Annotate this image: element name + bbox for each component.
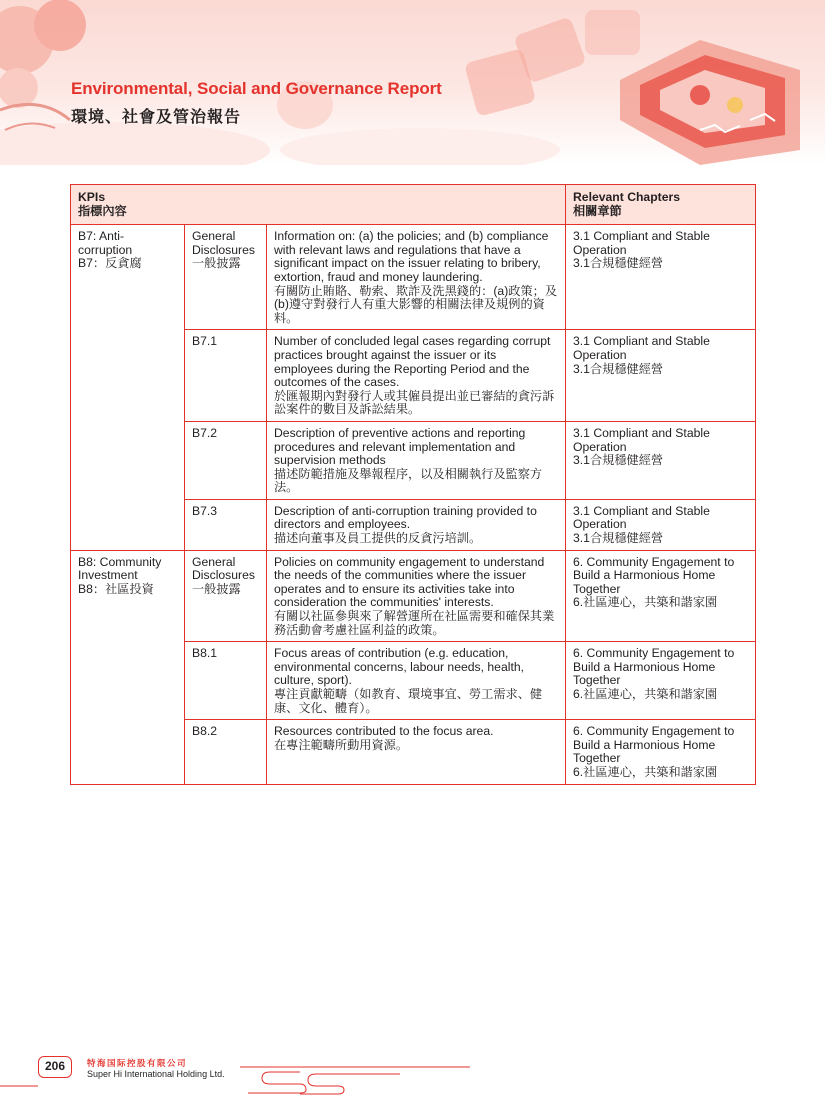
kpi-code-cell xyxy=(185,421,267,499)
kpi-description-zh: 有關以社區參與來了解營運所在社區需要和確保其業務活動會考慮社區利益的政策。 xyxy=(274,609,555,637)
aspect-cell-b7 xyxy=(71,225,185,550)
kpi-table xyxy=(70,184,756,785)
kpi-description-zh: 描述防範措施及舉報程序，以及相關執行及監察方法。 xyxy=(274,466,543,495)
chapter-en: 6. Community Engagement to Build a Harmonious Home Together xyxy=(573,554,735,596)
kpi-code-zh: 一般披露 xyxy=(192,256,241,271)
chapter-en: 6. Community Engagement to Build a Harmonious Home Together xyxy=(573,646,735,688)
kpi-code: B7.1 xyxy=(192,334,218,349)
aspect-cell-b8 xyxy=(71,550,185,784)
kpi-description-zh: 在專注範疇所動用資源。 xyxy=(274,737,409,752)
table-header-row xyxy=(71,185,756,225)
aspect-b7-zh: B7：反貪腐 xyxy=(78,256,142,271)
company-name-en: Super Hi International Holding Ltd. xyxy=(87,1069,225,1079)
kpi-code: B8.1 xyxy=(192,646,218,661)
kpi-description-zh: 有關防止賄賂、勒索、欺詐及洗黑錢的：(a)政策；及(b)遵守對發行人有重大影響的相關法律及規例的資料。 xyxy=(274,283,558,325)
company-name-zh: 特海国际控股有限公司 xyxy=(87,1058,188,1068)
kpi-description-en: Focus areas of contribution (e.g. education, environmental concerns, labour needs, health, culture, sport). xyxy=(274,646,524,688)
report-title-en: Environmental, Social and Governance Report xyxy=(71,79,442,98)
hotpot-box-decoration xyxy=(620,40,800,165)
table-row xyxy=(71,550,756,642)
chapter-en: 6. Community Engagement to Build a Harmonious Home Together xyxy=(573,724,735,766)
chapter-en: 3.1 Compliant and Stable Operation xyxy=(573,425,710,454)
chapter-cell xyxy=(566,720,756,784)
kpi-description-cell xyxy=(267,330,566,422)
kpi-description-en: Information on: (a) the policies; and (b) compliance with relevant laws and regulations that have a significant impact on the issuer relating to bribery, extortion, fraud and money laundering. xyxy=(274,229,549,284)
kpi-description-en: Number of concluded legal cases regarding corrupt practices brought against the issuer or its employees during the Reporting Period and the outcomes of the cases. xyxy=(274,334,551,390)
kpi-description-cell xyxy=(267,499,566,550)
aspect-b8-zh: B8：社區投資 xyxy=(78,581,154,596)
kpi-code-cell xyxy=(185,499,267,550)
kpi-description-zh: 於匯報期內對發行人或其僱員提出並已審結的貪污訴訟案件的數目及訴訟結果。 xyxy=(274,388,555,417)
header-kpis-en: KPIs xyxy=(78,190,106,204)
kpi-code: General Disclosures xyxy=(192,229,255,257)
kpi-code-cell xyxy=(185,550,267,642)
kpi-description-cell xyxy=(267,550,566,642)
kpi-description-en: Description of anti-corruption training provided to directors and employees. xyxy=(274,503,537,532)
chapter-cell xyxy=(566,642,756,720)
chapter-cell xyxy=(566,550,756,642)
kpi-description-en: Policies on community engagement to understand the needs of the communities where the issuer operates and to ensure its activities take into consideration the communities' interests. xyxy=(274,554,545,610)
table-row xyxy=(71,225,756,330)
kpi-description-cell xyxy=(267,421,566,499)
chapter-zh: 3.1合規穩健經營 xyxy=(573,256,664,271)
chapter-zh: 6.社區連心，共築和諧家園 xyxy=(573,595,718,610)
cloud-shape xyxy=(280,128,560,165)
chapter-en: 3.1 Compliant and Stable Operation xyxy=(573,334,710,362)
chapter-cell xyxy=(566,225,756,330)
header-kpis-zh: 指標內容 xyxy=(78,203,127,218)
chapter-zh: 3.1合規穩健經營 xyxy=(573,361,664,376)
header-chapters-zh: 相關章節 xyxy=(573,203,622,218)
kpi-description-cell xyxy=(267,642,566,720)
chapter-zh: 3.1合規穩健經營 xyxy=(573,531,664,546)
chapter-cell xyxy=(566,330,756,422)
report-title-zh: 環境、社會及管治報告 xyxy=(71,109,242,126)
kpi-code: B7.3 xyxy=(192,503,218,518)
header-banner xyxy=(0,0,825,165)
kpi-description-zh: 專注貢獻範疇（如教育、環境事宜、勞工需求、健康、文化、體育）。 xyxy=(274,687,543,715)
chapter-zh: 6.社區連心，共築和諧家園 xyxy=(573,687,718,701)
chapter-zh: 6.社區連心，共築和諧家園 xyxy=(573,764,718,779)
kpi-code-cell xyxy=(185,720,267,784)
page-number: 206 xyxy=(38,1056,72,1078)
cloud-shape xyxy=(0,122,270,165)
kpi-code: B8.2 xyxy=(192,724,218,739)
kpi-code-cell xyxy=(185,642,267,720)
header-kpis xyxy=(71,185,566,225)
header-chapters-en: Relevant Chapters xyxy=(573,190,681,204)
chapter-en: 3.1 Compliant and Stable Operation xyxy=(573,229,710,257)
kpi-description-zh: 描述向董事及員工提供的反貪污培訓。 xyxy=(274,531,482,546)
chapter-cell xyxy=(566,421,756,499)
kpi-code: B7.2 xyxy=(192,425,218,440)
footer-wave-decoration xyxy=(0,1060,825,1100)
kpi-code-cell xyxy=(185,225,267,330)
kpi-code: General Disclosures xyxy=(192,554,255,583)
chapter-cell xyxy=(566,499,756,550)
kpi-description-en: Description of preventive actions and reporting procedures and relevant implementation and supervision methods xyxy=(274,425,526,468)
kpi-code-zh: 一般披露 xyxy=(192,581,241,596)
header-chapters xyxy=(566,185,756,225)
kpi-description-en: Resources contributed to the focus area. xyxy=(274,724,494,739)
dumpling-decoration xyxy=(277,10,640,129)
kpi-code-cell xyxy=(185,330,267,422)
kpi-description-cell xyxy=(267,225,566,330)
aspect-b8-en: B8: Community Investment xyxy=(78,554,162,583)
kpi-description-cell xyxy=(267,720,566,784)
aspect-b7-en: B7: Anti-corruption xyxy=(78,229,133,257)
chapter-zh: 3.1合規穩健經營 xyxy=(573,453,664,468)
chapter-en: 3.1 Compliant and Stable Operation xyxy=(573,503,710,532)
